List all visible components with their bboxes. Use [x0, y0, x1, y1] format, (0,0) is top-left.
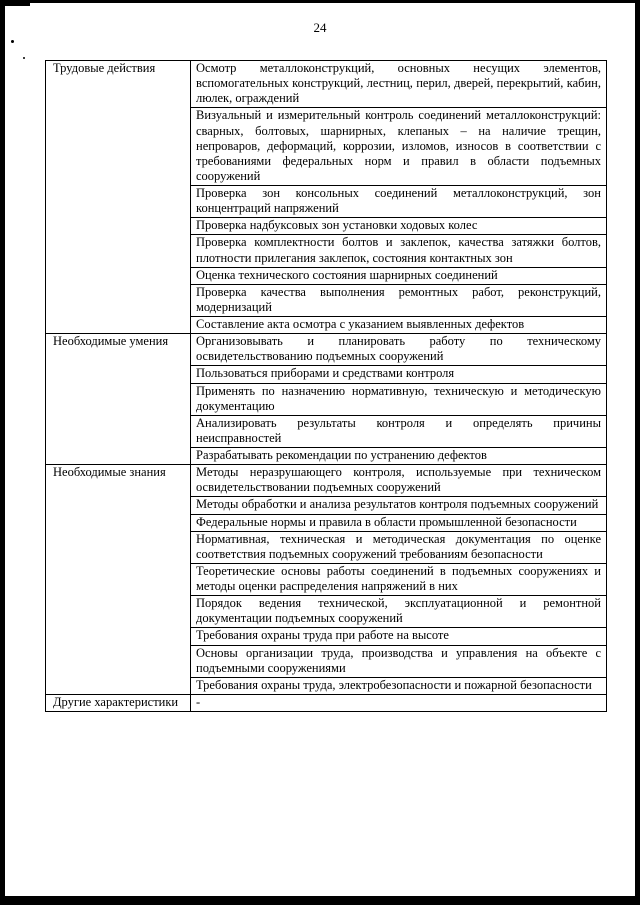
section-label: Необходимые умения — [46, 334, 191, 465]
section-item: Разрабатывать рекомендации по устранению дефектов — [191, 448, 607, 465]
spec-table — [45, 60, 607, 712]
scan-edge-left — [0, 0, 5, 905]
section-item: Анализировать результаты контроля и определять причины неисправностей — [191, 415, 607, 447]
scan-edge-right — [635, 0, 640, 905]
table-row — [46, 694, 607, 711]
section-label: Трудовые действия — [46, 61, 191, 334]
table-row — [46, 61, 607, 108]
section-item: Организовывать и планировать работу по техническому освидетельствованию подъемных сооружений — [191, 334, 607, 366]
section-item: Применять по назначению нормативную, техническую и методическую документацию — [191, 383, 607, 415]
scan-edge-top — [0, 0, 640, 3]
section-item: Нормативная, техническая и методическая документация по оценке соответствия подъемных сооружений требованиям безопасности — [191, 531, 607, 563]
scan-artifact — [0, 0, 30, 6]
section-item: Основы организации труда, производства и управления на объекте с подъемными сооружениями — [191, 645, 607, 677]
section-item: Проверка надбуксовых зон установки ходовых колес — [191, 218, 607, 235]
section-item: Требования охраны труда, электробезопасности и пожарной безопасности — [191, 677, 607, 694]
section-item: Федеральные нормы и правила в области промышленной безопасности — [191, 514, 607, 531]
scan-artifact — [23, 57, 25, 59]
table-row — [46, 465, 607, 497]
scan-edge-bottom — [0, 896, 640, 905]
section-item: Методы обработки и анализа результатов контроля подъемных сооружений — [191, 497, 607, 514]
section-item: Составление акта осмотра с указанием выявленных дефектов — [191, 317, 607, 334]
section-label: Необходимые знания — [46, 465, 191, 695]
section-item: Пользоваться приборами и средствами контроля — [191, 366, 607, 383]
scan-artifact — [11, 40, 14, 43]
section-item: Проверка качества выполнения ремонтных работ, реконструкций, модернизаций — [191, 284, 607, 316]
section-item: Оценка технического состояния шарнирных соединений — [191, 267, 607, 284]
section-item: Осмотр металлоконструкций, основных несущих элементов, вспомогательных конструкций, лестниц, перил, дверей, перекрытий, кабин, люлек, ограждений — [191, 61, 607, 108]
section-item: Порядок ведения технической, эксплуатационной и ремонтной документации подъемных сооружений — [191, 596, 607, 628]
section-label: Другие характеристики — [46, 694, 191, 711]
section-item: Теоретические основы работы соединений в подъемных сооружениях и методы оценки распределения напряжений в них — [191, 563, 607, 595]
section-item: Проверка зон консольных соединений металлоконструкций, зон концентраций напряжений — [191, 186, 607, 218]
section-item: Методы неразрушающего контроля, используемые при техническом освидетельствовании подъемных сооружений — [191, 465, 607, 497]
section-item: Проверка комплектности болтов и заклепок, качества затяжки болтов, плотности прилегания заклепок, состояния контактных зон — [191, 235, 607, 267]
section-item: - — [191, 694, 607, 711]
page-number: 24 — [313, 20, 327, 35]
table-body — [46, 61, 607, 712]
section-item: Визуальный и измерительный контроль соединений металлоконструкций: сварных, болтовых, шарнирных, клепаных – на наличие трещин, непроваров, деформаций, коррозии, изломов, износов в соответствии с требованиями федеральных норм и правил в области подъемных сооружений — [191, 108, 607, 186]
table-row — [46, 334, 607, 366]
section-item: Требования охраны труда при работе на высоте — [191, 628, 607, 645]
